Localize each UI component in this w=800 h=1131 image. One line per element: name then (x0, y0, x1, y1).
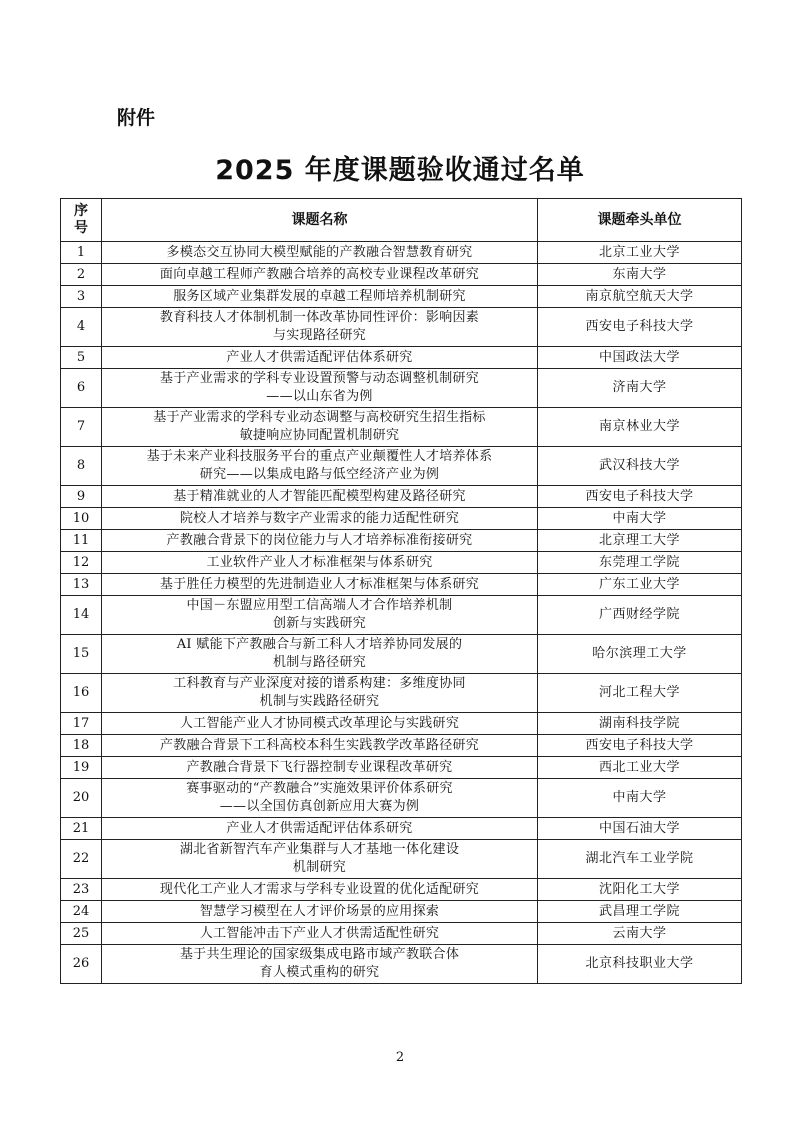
serial-number-cell: 9 (61, 486, 102, 508)
attachment-label: 附件 (117, 107, 156, 129)
table-row (61, 635, 742, 674)
lead-unit-cell: 云南大学 (538, 923, 742, 945)
lead-unit-cell: 广西财经学院 (538, 596, 742, 635)
topic-name-cell: 基于共生理论的国家级集成电路市域产教联合体 育人模式重构的研究 (102, 945, 538, 984)
lead-unit-cell: 北京理工大学 (538, 530, 742, 552)
topic-name-cell: 产教融合背景下飞行器控制专业课程改革研究 (102, 757, 538, 779)
serial-number-cell: 22 (61, 840, 102, 879)
table-row (61, 713, 742, 735)
table-row (61, 779, 742, 818)
topic-name-cell: 院校人才培养与数字产业需求的能力适配性研究 (102, 508, 538, 530)
lead-unit-cell: 东莞理工学院 (538, 552, 742, 574)
table-row (61, 347, 742, 369)
topic-name-cell: 基于产业需求的学科专业设置预警与动态调整机制研究 ——以山东省为例 (102, 369, 538, 408)
table-row (61, 818, 742, 840)
topic-name-cell: AI 赋能下产教融合与新工科人才培养协同发展的 机制与路径研究 (102, 635, 538, 674)
serial-number-cell: 13 (61, 574, 102, 596)
table-row (61, 308, 742, 347)
lead-unit-cell: 南京航空航天大学 (538, 286, 742, 308)
serial-number-cell: 8 (61, 447, 102, 486)
serial-number-cell: 24 (61, 901, 102, 923)
serial-number-cell: 16 (61, 674, 102, 713)
table-row (61, 735, 742, 757)
header-serial-number-label: 序 号 (74, 203, 88, 236)
serial-number-cell: 4 (61, 308, 102, 347)
lead-unit-cell: 南京林业大学 (538, 408, 742, 447)
serial-number-cell: 12 (61, 552, 102, 574)
serial-number-cell: 18 (61, 735, 102, 757)
topic-name-cell: 面向卓越工程师产教融合培养的高校专业课程改革研究 (102, 264, 538, 286)
topic-name-cell: 基于未来产业科技服务平台的重点产业颠覆性人才培养体系 研究——以集成电路与低空经济产业为例 (102, 447, 538, 486)
table-row (61, 879, 742, 901)
topic-name-cell: 多模态交互协同大模型赋能的产教融合智慧教育研究 (102, 242, 538, 264)
serial-number-cell: 6 (61, 369, 102, 408)
table-row (61, 757, 742, 779)
table-row (61, 264, 742, 286)
table-header-row (61, 199, 742, 242)
lead-unit-cell: 济南大学 (538, 369, 742, 408)
serial-number-cell: 19 (61, 757, 102, 779)
lead-unit-cell: 北京科技职业大学 (538, 945, 742, 984)
serial-number-cell: 14 (61, 596, 102, 635)
lead-unit-cell: 西北工业大学 (538, 757, 742, 779)
lead-unit-cell: 中国政法大学 (538, 347, 742, 369)
lead-unit-cell: 东南大学 (538, 264, 742, 286)
table-row (61, 574, 742, 596)
table-row (61, 486, 742, 508)
table-row (61, 408, 742, 447)
lead-unit-cell: 哈尔滨理工大学 (538, 635, 742, 674)
table-row (61, 369, 742, 408)
serial-number-cell: 3 (61, 286, 102, 308)
table-row (61, 447, 742, 486)
topic-name-cell: 基于产业需求的学科专业动态调整与高校研究生招生指标 敏捷响应协同配置机制研究 (102, 408, 538, 447)
topic-name-cell: 赛事驱动的“产教融合”实施效果评价体系研究 ——以全国仿真创新应用大赛为例 (102, 779, 538, 818)
serial-number-cell: 25 (61, 923, 102, 945)
topic-name-cell: 智慧学习模型在人才评价场景的应用探索 (102, 901, 538, 923)
topic-name-cell: 人工智能产业人才协同模式改革理论与实践研究 (102, 713, 538, 735)
lead-unit-cell: 湖北汽车工业学院 (538, 840, 742, 879)
topic-name-cell: 基于胜任力模型的先进制造业人才标准框架与体系研究 (102, 574, 538, 596)
table-row (61, 552, 742, 574)
lead-unit-cell: 中南大学 (538, 779, 742, 818)
header-topic-name: 课题名称 (102, 199, 538, 242)
lead-unit-cell: 湖南科技学院 (538, 713, 742, 735)
serial-number-cell: 26 (61, 945, 102, 984)
lead-unit-cell: 河北工程大学 (538, 674, 742, 713)
approved-topics-table (60, 198, 742, 984)
lead-unit-cell: 中国石油大学 (538, 818, 742, 840)
topic-name-cell: 工科教育与产业深度对接的谱系构建：多维度协同 机制与实践路径研究 (102, 674, 538, 713)
topic-name-cell: 基于精准就业的人才智能匹配模型构建及路径研究 (102, 486, 538, 508)
table-row (61, 901, 742, 923)
serial-number-cell: 2 (61, 264, 102, 286)
serial-number-cell: 20 (61, 779, 102, 818)
topic-name-cell: 产教融合背景下的岗位能力与人才培养标准衔接研究 (102, 530, 538, 552)
table-row (61, 840, 742, 879)
topic-name-cell: 产业人才供需适配评估体系研究 (102, 818, 538, 840)
lead-unit-cell: 武昌理工学院 (538, 901, 742, 923)
lead-unit-cell: 西安电子科技大学 (538, 486, 742, 508)
serial-number-cell: 23 (61, 879, 102, 901)
lead-unit-cell: 北京工业大学 (538, 242, 742, 264)
header-serial-number (61, 199, 102, 242)
table-row (61, 674, 742, 713)
serial-number-cell: 10 (61, 508, 102, 530)
serial-number-cell: 15 (61, 635, 102, 674)
table-row (61, 286, 742, 308)
serial-number-cell: 5 (61, 347, 102, 369)
serial-number-cell: 21 (61, 818, 102, 840)
table-row (61, 242, 742, 264)
serial-number-cell: 1 (61, 242, 102, 264)
topic-name-cell: 湖北省新智汽车产业集群与人才基地一体化建设 机制研究 (102, 840, 538, 879)
serial-number-cell: 11 (61, 530, 102, 552)
serial-number-cell: 17 (61, 713, 102, 735)
lead-unit-cell: 广东工业大学 (538, 574, 742, 596)
table-row (61, 923, 742, 945)
topic-name-cell: 服务区域产业集群发展的卓越工程师培养机制研究 (102, 286, 538, 308)
lead-unit-cell: 沈阳化工大学 (538, 879, 742, 901)
table-row (61, 945, 742, 984)
topic-name-cell: 现代化工产业人才需求与学科专业设置的优化适配研究 (102, 879, 538, 901)
topic-name-cell: 工业软件产业人才标准框架与体系研究 (102, 552, 538, 574)
topic-name-cell: 人工智能冲击下产业人才供需适配性研究 (102, 923, 538, 945)
lead-unit-cell: 武汉科技大学 (538, 447, 742, 486)
header-lead-unit: 课题牵头单位 (538, 199, 742, 242)
lead-unit-cell: 中南大学 (538, 508, 742, 530)
table-row (61, 530, 742, 552)
table-row (61, 508, 742, 530)
topic-name-cell: 产教融合背景下工科高校本科生实践教学改革路径研究 (102, 735, 538, 757)
page-number: 2 (395, 1050, 405, 1065)
topic-name-cell: 产业人才供需适配评估体系研究 (102, 347, 538, 369)
lead-unit-cell: 西安电子科技大学 (538, 308, 742, 347)
topic-name-cell: 中国－东盟应用型工信高端人才合作培养机制 创新与实践研究 (102, 596, 538, 635)
table-body (61, 242, 742, 984)
serial-number-cell: 7 (61, 408, 102, 447)
lead-unit-cell: 西安电子科技大学 (538, 735, 742, 757)
document-title: 2025 年度课题验收通过名单 (215, 155, 585, 186)
topic-name-cell: 教育科技人才体制机制一体改革协同性评价：影响因素 与实现路径研究 (102, 308, 538, 347)
table-row (61, 596, 742, 635)
